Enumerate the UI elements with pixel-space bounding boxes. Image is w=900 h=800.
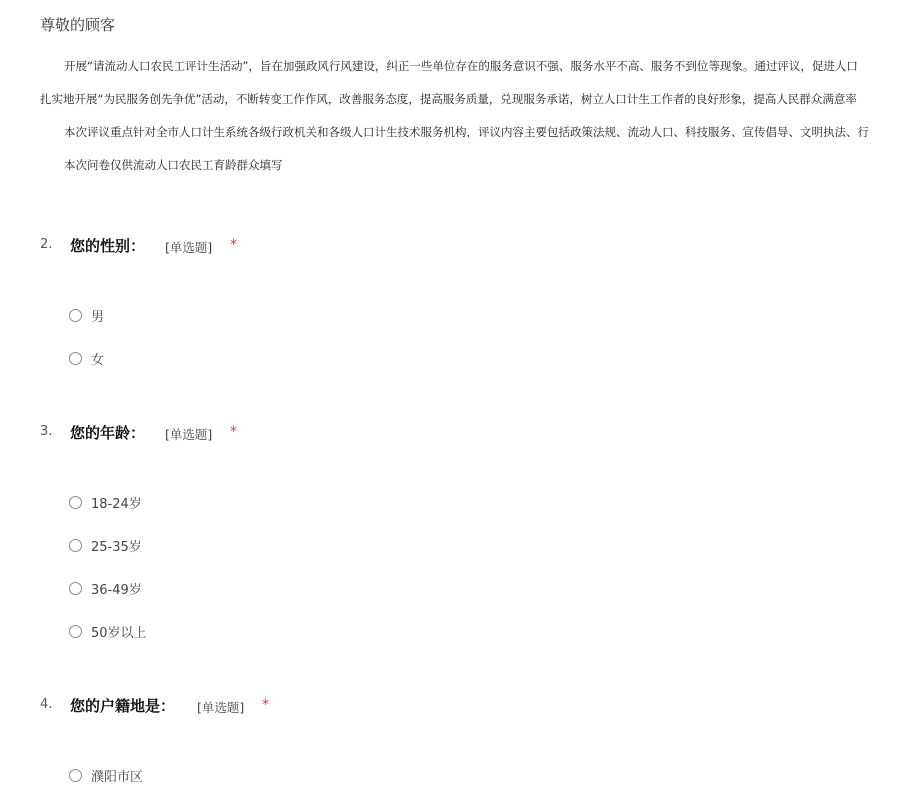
question-type-label: [单选题] xyxy=(197,700,245,715)
option-radio[interactable] xyxy=(69,348,104,368)
question-title: 您的户籍地是： xyxy=(70,697,176,715)
option-label: 36-49岁 xyxy=(91,582,142,598)
radio-unchecked-icon[interactable] xyxy=(69,625,82,638)
option-label: 濮阳市区 xyxy=(91,769,144,785)
option-radio[interactable] xyxy=(69,305,104,325)
question-title: 您的年龄： xyxy=(70,424,146,442)
radio-unchecked-icon[interactable] xyxy=(69,769,82,782)
radio-unchecked-icon[interactable] xyxy=(69,539,82,552)
option-label: 男 xyxy=(91,309,105,325)
radio-unchecked-icon[interactable] xyxy=(69,496,82,509)
radio-unchecked-icon[interactable] xyxy=(69,309,82,322)
option-label: 50岁以上 xyxy=(91,625,147,641)
option-radio[interactable] xyxy=(69,535,142,555)
required-marker: * xyxy=(262,697,269,713)
question-number: 3. xyxy=(40,424,53,439)
radio-unchecked-icon[interactable] xyxy=(69,352,82,365)
option-label: 女 xyxy=(91,352,105,368)
question-number: 4. xyxy=(40,697,53,712)
intro-paragraph-2: 本次评议重点针对全市人口计生系统各级行政机关和各级人口计生技术服务机构，评议内容主要包括政策法规、流动人口、科技服务、宣传倡导、文明执法、行 xyxy=(64,125,869,139)
radio-unchecked-icon[interactable] xyxy=(69,582,82,595)
greeting-heading: 尊敬的顾客 xyxy=(40,16,116,34)
question-type-label: [单选题] xyxy=(165,240,213,255)
option-radio[interactable] xyxy=(69,578,142,598)
intro-paragraph-1-line-2: 扎实地开展“为民服务创先争优”活动，不断转变工作作风，改善服务态度，提高服务质量，兑现服务承诺，树立人口计生工作者的良好形象，提高人民群众满意率 xyxy=(40,92,857,106)
question-number: 2. xyxy=(40,237,53,252)
option-radio[interactable] xyxy=(69,765,143,785)
required-marker: * xyxy=(230,237,237,253)
option-label: 18-24岁 xyxy=(91,496,142,512)
option-label: 25-35岁 xyxy=(91,539,142,555)
intro-paragraph-3: 本次问卷仅供流动人口农民工育龄群众填写 xyxy=(64,158,283,172)
option-radio[interactable] xyxy=(69,621,147,641)
option-radio[interactable] xyxy=(69,492,142,512)
question-type-label: [单选题] xyxy=(165,427,213,442)
intro-paragraph-1-line-1: 开展“请流动人口农民工评计生活动”，旨在加强政风行风建设，纠正一些单位存在的服务意识不强、服务水平不高、服务不到位等现象。通过评议，促进人口 xyxy=(64,59,858,73)
required-marker: * xyxy=(230,424,237,440)
question-title: 您的性别： xyxy=(70,237,146,255)
